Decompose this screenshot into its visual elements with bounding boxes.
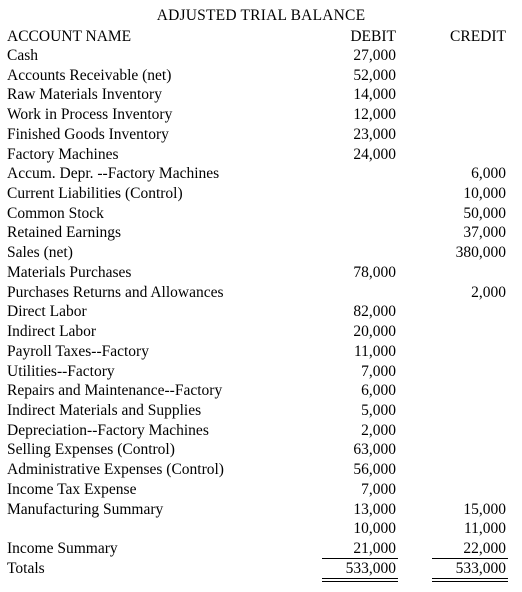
account-row <box>0 500 522 520</box>
debit-amount: 2,000 <box>361 421 396 439</box>
account-name: Repairs and Maintenance--Factory <box>7 382 223 400</box>
credit-header: CREDIT <box>450 28 506 45</box>
debit-amount: 10,000 <box>353 520 396 538</box>
debit-amount: 7,000 <box>361 480 396 498</box>
account-row <box>0 46 522 66</box>
debit-amount: 78,000 <box>353 263 396 281</box>
total-rule-credit <box>432 558 508 559</box>
debit-amount: 63,000 <box>353 441 396 459</box>
credit-amount: 50,000 <box>463 204 506 222</box>
double-rule-debit-2 <box>322 581 398 582</box>
credit-amount: 37,000 <box>463 224 506 242</box>
account-name: Purchases Returns and Allowances <box>7 283 224 301</box>
credit-amount: 22,000 <box>463 539 506 557</box>
account-name: Common Stock <box>7 204 104 222</box>
account-row <box>0 440 522 460</box>
credit-amount: 6,000 <box>471 165 506 183</box>
account-row <box>0 519 522 539</box>
credit-amount: 10,000 <box>463 185 506 203</box>
double-rule-credit-1 <box>432 578 508 579</box>
account-row <box>0 204 522 224</box>
account-name: Sales (net) <box>7 244 73 262</box>
account-row <box>0 145 522 165</box>
debit-header: DEBIT <box>350 28 396 45</box>
account-name: Income Summary <box>7 539 118 557</box>
account-name: Factory Machines <box>7 145 119 163</box>
account-row <box>0 401 522 421</box>
account-row <box>0 105 522 125</box>
account-name: Payroll Taxes--Factory <box>7 342 149 360</box>
account-row <box>0 66 522 86</box>
account-name: Income Tax Expense <box>7 480 137 498</box>
credit-amount: 15,000 <box>463 500 506 518</box>
account-row <box>0 85 522 105</box>
debit-amount: 21,000 <box>353 539 396 557</box>
account-row <box>0 243 522 263</box>
account-name: Indirect Labor <box>7 323 97 341</box>
account-name: Utilities--Factory <box>7 362 115 380</box>
account-name: Selling Expenses (Control) <box>7 441 175 459</box>
debit-amount: 11,000 <box>353 342 396 360</box>
account-name: Direct Labor <box>7 303 87 321</box>
account-row <box>0 125 522 145</box>
account-row <box>0 480 522 500</box>
account-row <box>0 539 522 559</box>
account-rows <box>0 46 522 578</box>
double-rule-debit-1 <box>322 578 398 579</box>
debit-amount: 56,000 <box>353 461 396 479</box>
account-name: Indirect Materials and Supplies <box>7 401 202 419</box>
debit-amount: 7,000 <box>361 362 396 380</box>
account-row <box>0 263 522 283</box>
account-name-header: ACCOUNT NAME <box>7 28 132 45</box>
debit-amount: 14,000 <box>353 86 396 104</box>
debit-amount: 27,000 <box>353 47 396 64</box>
credit-amount: 11,000 <box>463 520 506 538</box>
debit-amount: 20,000 <box>353 323 396 341</box>
debit-amount: 24,000 <box>353 145 396 163</box>
credit-amount: 380,000 <box>455 244 506 262</box>
debit-amount: 5,000 <box>361 401 396 419</box>
account-name: Materials Purchases <box>7 263 132 281</box>
account-name: Cash <box>7 47 38 64</box>
account-name: Accum. Depr. --Factory Machines <box>7 165 220 183</box>
account-row <box>0 302 522 322</box>
account-name: Totals <box>7 559 45 577</box>
page-title: ADJUSTED TRIAL BALANCE <box>156 7 366 24</box>
account-name: Retained Earnings <box>7 224 122 242</box>
account-name: Accounts Receivable (net) <box>7 66 172 84</box>
debit-amount: 533,000 <box>345 559 396 577</box>
account-name: Depreciation--Factory Machines <box>7 421 209 439</box>
credit-amount: 2,000 <box>471 283 506 301</box>
account-row <box>0 381 522 401</box>
account-name: Raw Materials Inventory <box>7 86 162 104</box>
account-row <box>0 223 522 243</box>
credit-amount: 533,000 <box>455 559 506 577</box>
totals-row <box>0 559 522 579</box>
account-row <box>0 322 522 342</box>
account-name: Manufacturing Summary <box>7 500 164 518</box>
account-name: Finished Goods Inventory <box>7 125 169 143</box>
debit-amount: 23,000 <box>353 125 396 143</box>
account-row <box>0 184 522 204</box>
debit-amount: 52,000 <box>353 66 396 84</box>
account-name: Current Liabilities (Control) <box>7 185 183 203</box>
debit-amount: 82,000 <box>353 303 396 321</box>
account-row <box>0 283 522 303</box>
debit-amount: 12,000 <box>353 106 396 124</box>
account-row <box>0 164 522 184</box>
account-name: Work in Process Inventory <box>7 106 173 124</box>
debit-amount: 6,000 <box>361 382 396 400</box>
account-row <box>0 421 522 441</box>
double-rule-credit-2 <box>432 581 508 582</box>
account-row <box>0 460 522 480</box>
account-row <box>0 362 522 382</box>
total-rule-debit <box>322 558 398 559</box>
account-row <box>0 342 522 362</box>
account-name: Administrative Expenses (Control) <box>7 461 224 479</box>
debit-amount: 13,000 <box>353 500 396 518</box>
